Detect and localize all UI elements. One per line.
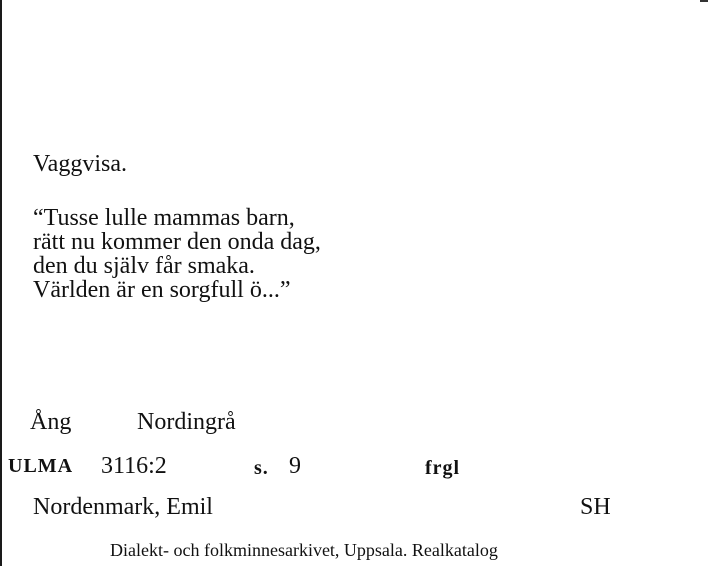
verse-block [33, 206, 321, 302]
verse-line: rätt nu kommer den onda dag, [33, 229, 321, 255]
page-number: 9 [289, 453, 301, 479]
recorder-initials: SH [580, 494, 611, 520]
place-name: Nordingrå [137, 409, 236, 435]
card-title: Vaggvisa. [33, 151, 127, 177]
category-code: frgl [425, 457, 461, 479]
page-label: s. [254, 457, 269, 479]
card-left-edge [0, 0, 2, 566]
place-parish: Ång [30, 409, 72, 435]
verse-line: den du själv får smaka. [33, 253, 255, 279]
recorder-name: Nordenmark, Emil [33, 494, 213, 520]
verse-line: “Tusse lulle mammas barn, [33, 205, 295, 231]
verse-line: Världen är en sorgfull ö...” [33, 277, 291, 303]
card-corner-mark [700, 0, 708, 2]
archive-number: 3116:2 [101, 453, 167, 479]
archive-label: ULMA [8, 455, 74, 477]
archive-footer: Dialekt- och folkminnesarkivet, Uppsala. Realkatalog [110, 540, 498, 560]
